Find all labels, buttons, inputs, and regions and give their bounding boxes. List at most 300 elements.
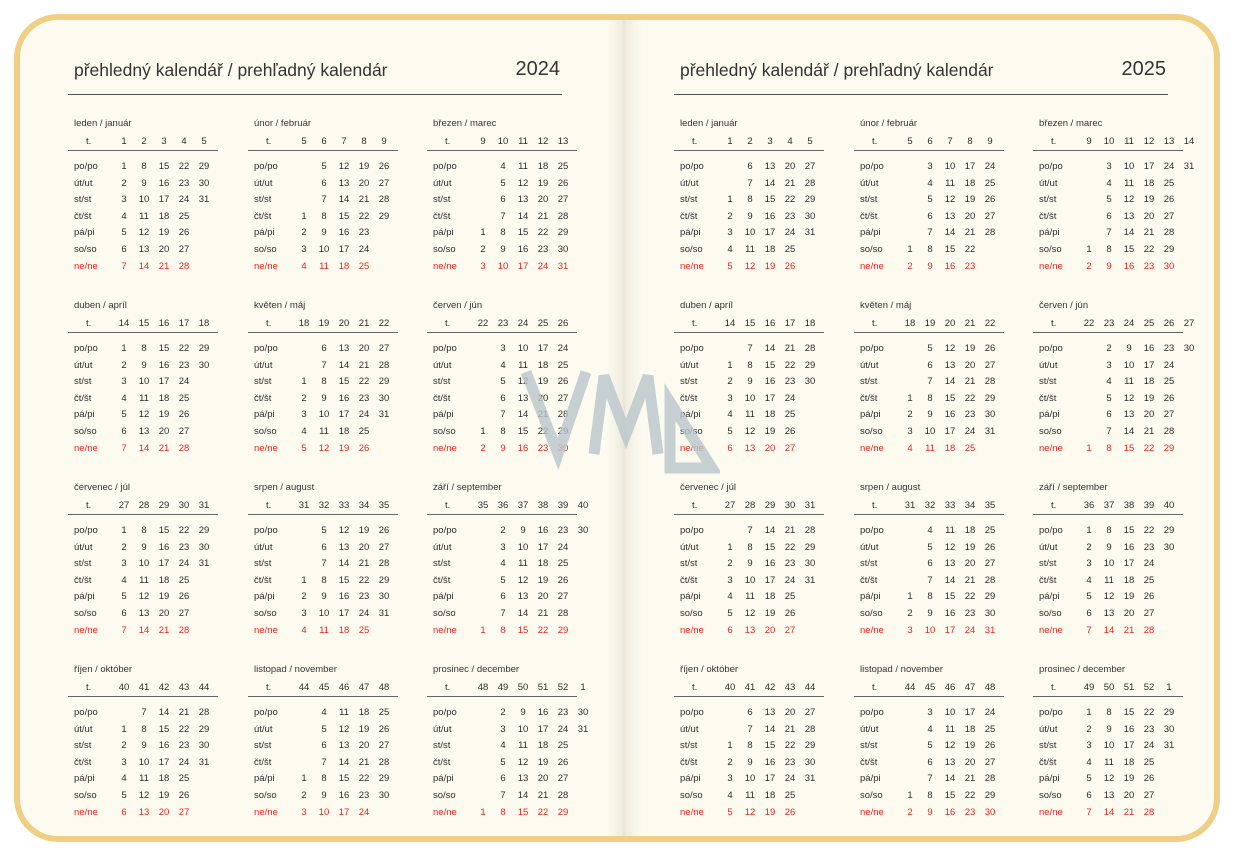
sunday-row [854, 624, 1010, 639]
day-label: so/so [680, 790, 703, 801]
day-number: 26 [784, 426, 796, 437]
day-number: 19 [358, 161, 370, 172]
day-label: pá/pi [433, 591, 454, 603]
weekday-row [68, 375, 224, 390]
week-number-row [1033, 681, 1183, 697]
week-number-row [427, 499, 589, 515]
day-number: 20 [358, 343, 370, 354]
day-label: st/st [74, 376, 92, 388]
day-number: 19 [1143, 392, 1155, 404]
day-label: st/st [1039, 376, 1057, 388]
day-number: 25 [358, 624, 370, 636]
week-number: 5 [807, 136, 813, 147]
day-number: 8 [747, 541, 753, 553]
weekday-row [1033, 210, 1189, 225]
week-number: 2 [141, 136, 147, 147]
day-label: pá/pi [1039, 409, 1060, 421]
day-label: pá/pi [680, 773, 701, 785]
sunday-row [427, 260, 583, 275]
weekday-row [1033, 226, 1189, 241]
day-number: 29 [984, 392, 996, 404]
day-number: 2 [1086, 723, 1092, 735]
day-number: 28 [1163, 426, 1175, 437]
day-number: 30 [198, 359, 210, 371]
day-label: po/po [860, 525, 884, 536]
weekday-row [1033, 756, 1189, 771]
day-number: 12 [744, 426, 756, 437]
week-label: t. [1051, 318, 1057, 329]
day-label: ne/ne [1039, 806, 1063, 818]
day-number: 23 [964, 260, 976, 272]
day-number: 27 [178, 806, 190, 818]
day-label: ne/ne [860, 260, 884, 272]
weekday-row [68, 177, 224, 192]
weekday-row [427, 160, 583, 175]
day-number: 31 [198, 756, 210, 768]
day-number: 12 [1123, 194, 1135, 206]
week-number: 22 [477, 318, 489, 329]
day-number: 17 [338, 806, 350, 818]
day-number: 25 [784, 409, 796, 421]
sunday-row [1033, 624, 1189, 639]
day-number: 15 [517, 806, 529, 818]
day-number: 12 [138, 409, 150, 421]
weekday-row [427, 392, 583, 407]
month-listopad [854, 664, 1010, 834]
day-number: 21 [537, 608, 549, 619]
day-number: 6 [727, 624, 733, 636]
day-number: 30 [984, 608, 996, 619]
day-number: 31 [984, 624, 996, 636]
day-number: 14 [944, 227, 956, 239]
day-number: 3 [121, 194, 127, 206]
day-number: 27 [1163, 409, 1175, 421]
day-number: 25 [557, 161, 569, 172]
day-label: so/so [433, 608, 456, 619]
day-number: 13 [764, 161, 776, 172]
month-červen [427, 300, 583, 470]
weekday-row [1033, 524, 1189, 539]
day-number: 15 [764, 359, 776, 371]
day-number: 20 [764, 442, 776, 454]
day-number: 18 [358, 707, 370, 718]
day-number: 29 [198, 161, 210, 172]
day-number: 25 [1163, 376, 1175, 388]
day-number: 22 [537, 624, 549, 636]
weekday-row [854, 243, 1010, 258]
day-number: 18 [1123, 756, 1135, 768]
day-number: 4 [301, 426, 307, 437]
day-number: 13 [138, 806, 150, 818]
day-number: 11 [319, 624, 329, 636]
day-number: 31 [198, 558, 210, 570]
weekday-row [68, 739, 224, 754]
day-number: 8 [927, 244, 933, 255]
day-number: 31 [804, 574, 816, 586]
day-number: 8 [141, 161, 147, 172]
day-number: 20 [1143, 409, 1155, 421]
weekday-row [1033, 607, 1189, 622]
day-number: 13 [944, 756, 956, 768]
month-červenec [674, 482, 830, 652]
week-number: 49 [1083, 682, 1095, 693]
day-label: po/po [860, 343, 884, 354]
day-number: 8 [500, 426, 506, 437]
day-number: 29 [804, 740, 816, 752]
week-number: 28 [744, 500, 756, 511]
year-label: 2025 [1121, 58, 1166, 80]
day-number: 21 [964, 773, 976, 785]
day-number: 14 [138, 624, 150, 636]
month-name: leden / január [680, 118, 738, 129]
week-number: 38 [1123, 500, 1135, 511]
day-number: 28 [557, 210, 569, 222]
day-number: 11 [945, 525, 955, 536]
month-červenec [68, 482, 224, 652]
day-number: 4 [121, 210, 127, 222]
week-number: 10 [1103, 136, 1115, 147]
week-number: 16 [764, 318, 776, 329]
day-label: ne/ne [860, 442, 884, 454]
weekday-row [1033, 425, 1189, 440]
day-number: 11 [339, 707, 349, 718]
week-number: 35 [984, 500, 996, 511]
weekday-row [854, 723, 1010, 738]
day-number: 26 [557, 177, 569, 189]
day-number: 7 [1086, 806, 1092, 818]
day-number: 30 [198, 541, 210, 553]
day-number: 6 [1086, 790, 1092, 801]
weekday-row [1033, 408, 1189, 423]
day-number: 1 [907, 244, 913, 255]
day-number: 16 [158, 177, 170, 189]
day-number: 8 [141, 343, 147, 354]
day-number: 3 [480, 260, 486, 272]
day-number: 18 [964, 177, 976, 189]
day-number: 9 [321, 227, 327, 239]
day-label: po/po [74, 161, 98, 172]
day-number: 9 [141, 177, 147, 189]
day-number: 3 [727, 392, 733, 404]
week-number-row [248, 499, 398, 515]
day-number: 25 [557, 558, 569, 570]
day-number: 10 [138, 194, 150, 206]
day-number: 29 [198, 525, 210, 536]
day-label: ne/ne [433, 260, 457, 272]
day-number: 14 [338, 359, 350, 371]
weekday-row [854, 574, 1010, 589]
day-number: 10 [744, 574, 756, 586]
day-number: 1 [1086, 244, 1092, 255]
day-number: 30 [1183, 343, 1195, 354]
week-number: 24 [1123, 318, 1135, 329]
day-number: 3 [121, 376, 127, 388]
weekday-row [68, 723, 224, 738]
day-number: 2 [121, 177, 127, 189]
day-number: 8 [500, 624, 506, 636]
day-number: 30 [1163, 723, 1175, 735]
day-number: 1 [480, 624, 486, 636]
weekday-row [68, 425, 224, 440]
day-number: 11 [139, 574, 149, 586]
day-number: 17 [537, 343, 549, 354]
day-number: 29 [378, 773, 390, 785]
day-number: 31 [1163, 740, 1175, 752]
day-number: 21 [537, 210, 549, 222]
day-number: 30 [557, 244, 569, 255]
day-number: 13 [138, 426, 150, 437]
day-number: 11 [945, 177, 955, 189]
day-label: ne/ne [433, 624, 457, 636]
day-number: 5 [727, 806, 733, 818]
day-number: 5 [301, 442, 307, 454]
day-number: 19 [338, 442, 350, 454]
month-name: listopad / november [254, 664, 337, 675]
weekday-row [68, 342, 224, 357]
day-number: 20 [964, 210, 976, 222]
day-number: 28 [378, 359, 390, 371]
day-number: 23 [358, 392, 370, 404]
day-label: so/so [1039, 244, 1062, 255]
day-number: 6 [1086, 608, 1092, 619]
day-number: 7 [141, 707, 147, 718]
day-number: 22 [964, 591, 976, 603]
day-label: st/st [1039, 194, 1057, 206]
day-number: 29 [804, 541, 816, 553]
day-number: 21 [158, 624, 170, 636]
week-number: 6 [927, 136, 933, 147]
day-number: 28 [378, 194, 390, 206]
day-number: 3 [927, 707, 933, 718]
day-number: 18 [764, 790, 776, 801]
day-number: 23 [964, 608, 976, 619]
day-number: 28 [984, 376, 996, 388]
day-number: 9 [500, 244, 506, 255]
day-number: 13 [944, 359, 956, 371]
day-label: st/st [74, 558, 92, 570]
weekday-row [854, 607, 1010, 622]
day-number: 30 [198, 740, 210, 752]
month-name: prosinec / december [1039, 664, 1126, 675]
weekday-row [854, 739, 1010, 754]
weekday-row [674, 359, 830, 374]
weekday-row [674, 723, 830, 738]
day-number: 13 [1103, 790, 1115, 801]
day-number: 12 [744, 608, 756, 619]
day-number: 7 [121, 260, 127, 272]
month-prosinec [1033, 664, 1189, 834]
day-number: 27 [984, 558, 996, 570]
weekday-row [674, 177, 830, 192]
day-number: 24 [557, 723, 569, 735]
day-number: 9 [1106, 541, 1112, 553]
week-number: 14 [118, 318, 130, 329]
day-label: ne/ne [433, 442, 457, 454]
day-number: 18 [964, 525, 976, 536]
day-number: 15 [517, 227, 529, 239]
day-label: pá/pi [860, 227, 881, 239]
day-number: 1 [727, 541, 733, 553]
week-number: 7 [341, 136, 347, 147]
day-number: 10 [138, 756, 150, 768]
day-number: 29 [557, 806, 569, 818]
day-number: 7 [747, 177, 753, 189]
day-number: 16 [537, 525, 549, 536]
sunday-row [248, 442, 404, 457]
day-number: 31 [198, 194, 210, 206]
day-number: 3 [121, 558, 127, 570]
day-number: 22 [537, 227, 549, 239]
weekday-row [248, 243, 404, 258]
weekday-row [248, 342, 404, 357]
week-number: 19 [318, 318, 330, 329]
weekday-row [68, 193, 224, 208]
day-number: 1 [301, 376, 307, 388]
weekday-row [854, 160, 1010, 175]
day-number: 28 [557, 608, 569, 619]
day-number: 2 [727, 210, 733, 222]
day-label: po/po [860, 161, 884, 172]
day-number: 31 [804, 227, 816, 239]
day-label: st/st [254, 194, 272, 206]
day-number: 21 [964, 574, 976, 586]
day-number: 2 [907, 806, 913, 818]
day-label: st/st [433, 740, 451, 752]
day-number: 11 [745, 244, 755, 255]
day-number: 17 [338, 608, 350, 619]
day-number: 21 [964, 227, 976, 239]
week-number: 5 [301, 136, 307, 147]
day-number: 11 [518, 359, 528, 371]
week-number: 45 [924, 682, 936, 693]
day-number: 7 [747, 525, 753, 536]
day-number: 11 [518, 558, 528, 570]
day-label: čt/št [254, 210, 272, 222]
day-label: pá/pi [1039, 591, 1060, 603]
day-number: 22 [784, 740, 796, 752]
day-label: st/st [860, 376, 878, 388]
day-number: 8 [927, 591, 933, 603]
day-label: ne/ne [680, 260, 704, 272]
weekday-row [427, 789, 583, 804]
week-label: t. [445, 500, 451, 511]
day-label: pá/pi [1039, 773, 1060, 785]
day-number: 4 [727, 591, 733, 603]
day-number: 11 [319, 260, 329, 272]
day-number: 10 [517, 343, 529, 354]
day-label: so/so [74, 790, 97, 801]
day-number: 27 [984, 756, 996, 768]
week-number: 18 [904, 318, 916, 329]
day-number: 17 [158, 376, 170, 388]
day-number: 19 [537, 574, 549, 586]
day-number: 21 [1123, 624, 1135, 636]
day-number: 22 [784, 194, 796, 206]
day-number: 9 [747, 558, 753, 570]
weekday-row [68, 392, 224, 407]
day-label: st/st [680, 376, 698, 388]
day-number: 8 [927, 392, 933, 404]
day-number: 3 [1086, 740, 1092, 752]
sunday-row [68, 806, 224, 821]
day-number: 6 [927, 210, 933, 222]
day-number: 24 [1143, 740, 1155, 752]
week-number: 13 [1163, 136, 1175, 147]
day-number: 15 [1123, 244, 1135, 255]
day-label: ne/ne [680, 624, 704, 636]
day-number: 29 [1163, 244, 1175, 255]
day-number: 31 [557, 260, 569, 272]
day-number: 12 [318, 442, 330, 454]
day-number: 26 [984, 194, 996, 206]
day-number: 22 [1143, 707, 1155, 718]
day-number: 5 [1086, 591, 1092, 603]
day-label: čt/št [860, 392, 878, 404]
day-number: 9 [927, 806, 933, 818]
day-number: 24 [1143, 558, 1155, 570]
week-number: 29 [764, 500, 776, 511]
week-number: 52 [1143, 682, 1155, 693]
day-number: 7 [500, 409, 506, 421]
weekday-row [854, 590, 1010, 605]
week-number: 8 [967, 136, 973, 147]
day-number: 2 [301, 790, 307, 801]
week-number: 39 [557, 500, 569, 511]
day-number: 9 [500, 442, 506, 454]
day-number: 22 [358, 376, 370, 388]
day-number: 6 [121, 426, 127, 437]
day-number: 24 [964, 426, 976, 437]
day-label: po/po [1039, 161, 1063, 172]
day-number: 21 [358, 558, 370, 570]
weekday-row [674, 160, 830, 175]
day-number: 19 [358, 723, 370, 735]
week-number: 50 [517, 682, 529, 693]
day-number: 29 [557, 426, 569, 437]
sunday-row [427, 442, 583, 457]
day-number: 15 [944, 591, 956, 603]
day-number: 6 [1106, 409, 1112, 421]
weekday-row [1033, 160, 1195, 175]
day-number: 28 [984, 773, 996, 785]
day-number: 23 [784, 756, 796, 768]
week-number: 33 [944, 500, 956, 511]
day-label: ne/ne [860, 624, 884, 636]
weekday-row [248, 756, 404, 771]
day-number: 16 [944, 806, 956, 818]
weekday-row [248, 789, 404, 804]
day-number: 27 [178, 244, 190, 255]
day-number: 26 [784, 608, 796, 619]
week-number: 14 [1183, 136, 1195, 147]
day-number: 21 [358, 756, 370, 768]
weekday-row [674, 226, 830, 241]
day-number: 22 [178, 343, 190, 354]
day-number: 25 [178, 773, 190, 785]
day-number: 6 [747, 707, 753, 718]
day-number: 9 [927, 608, 933, 619]
day-number: 6 [500, 194, 506, 206]
day-number: 27 [557, 773, 569, 785]
day-number: 3 [301, 608, 307, 619]
week-number: 43 [784, 682, 796, 693]
day-number: 7 [321, 359, 327, 371]
day-label: čt/št [74, 392, 92, 404]
day-number: 24 [178, 756, 190, 768]
day-label: ne/ne [74, 260, 98, 272]
day-number: 18 [1123, 574, 1135, 586]
week-number: 43 [178, 682, 190, 693]
